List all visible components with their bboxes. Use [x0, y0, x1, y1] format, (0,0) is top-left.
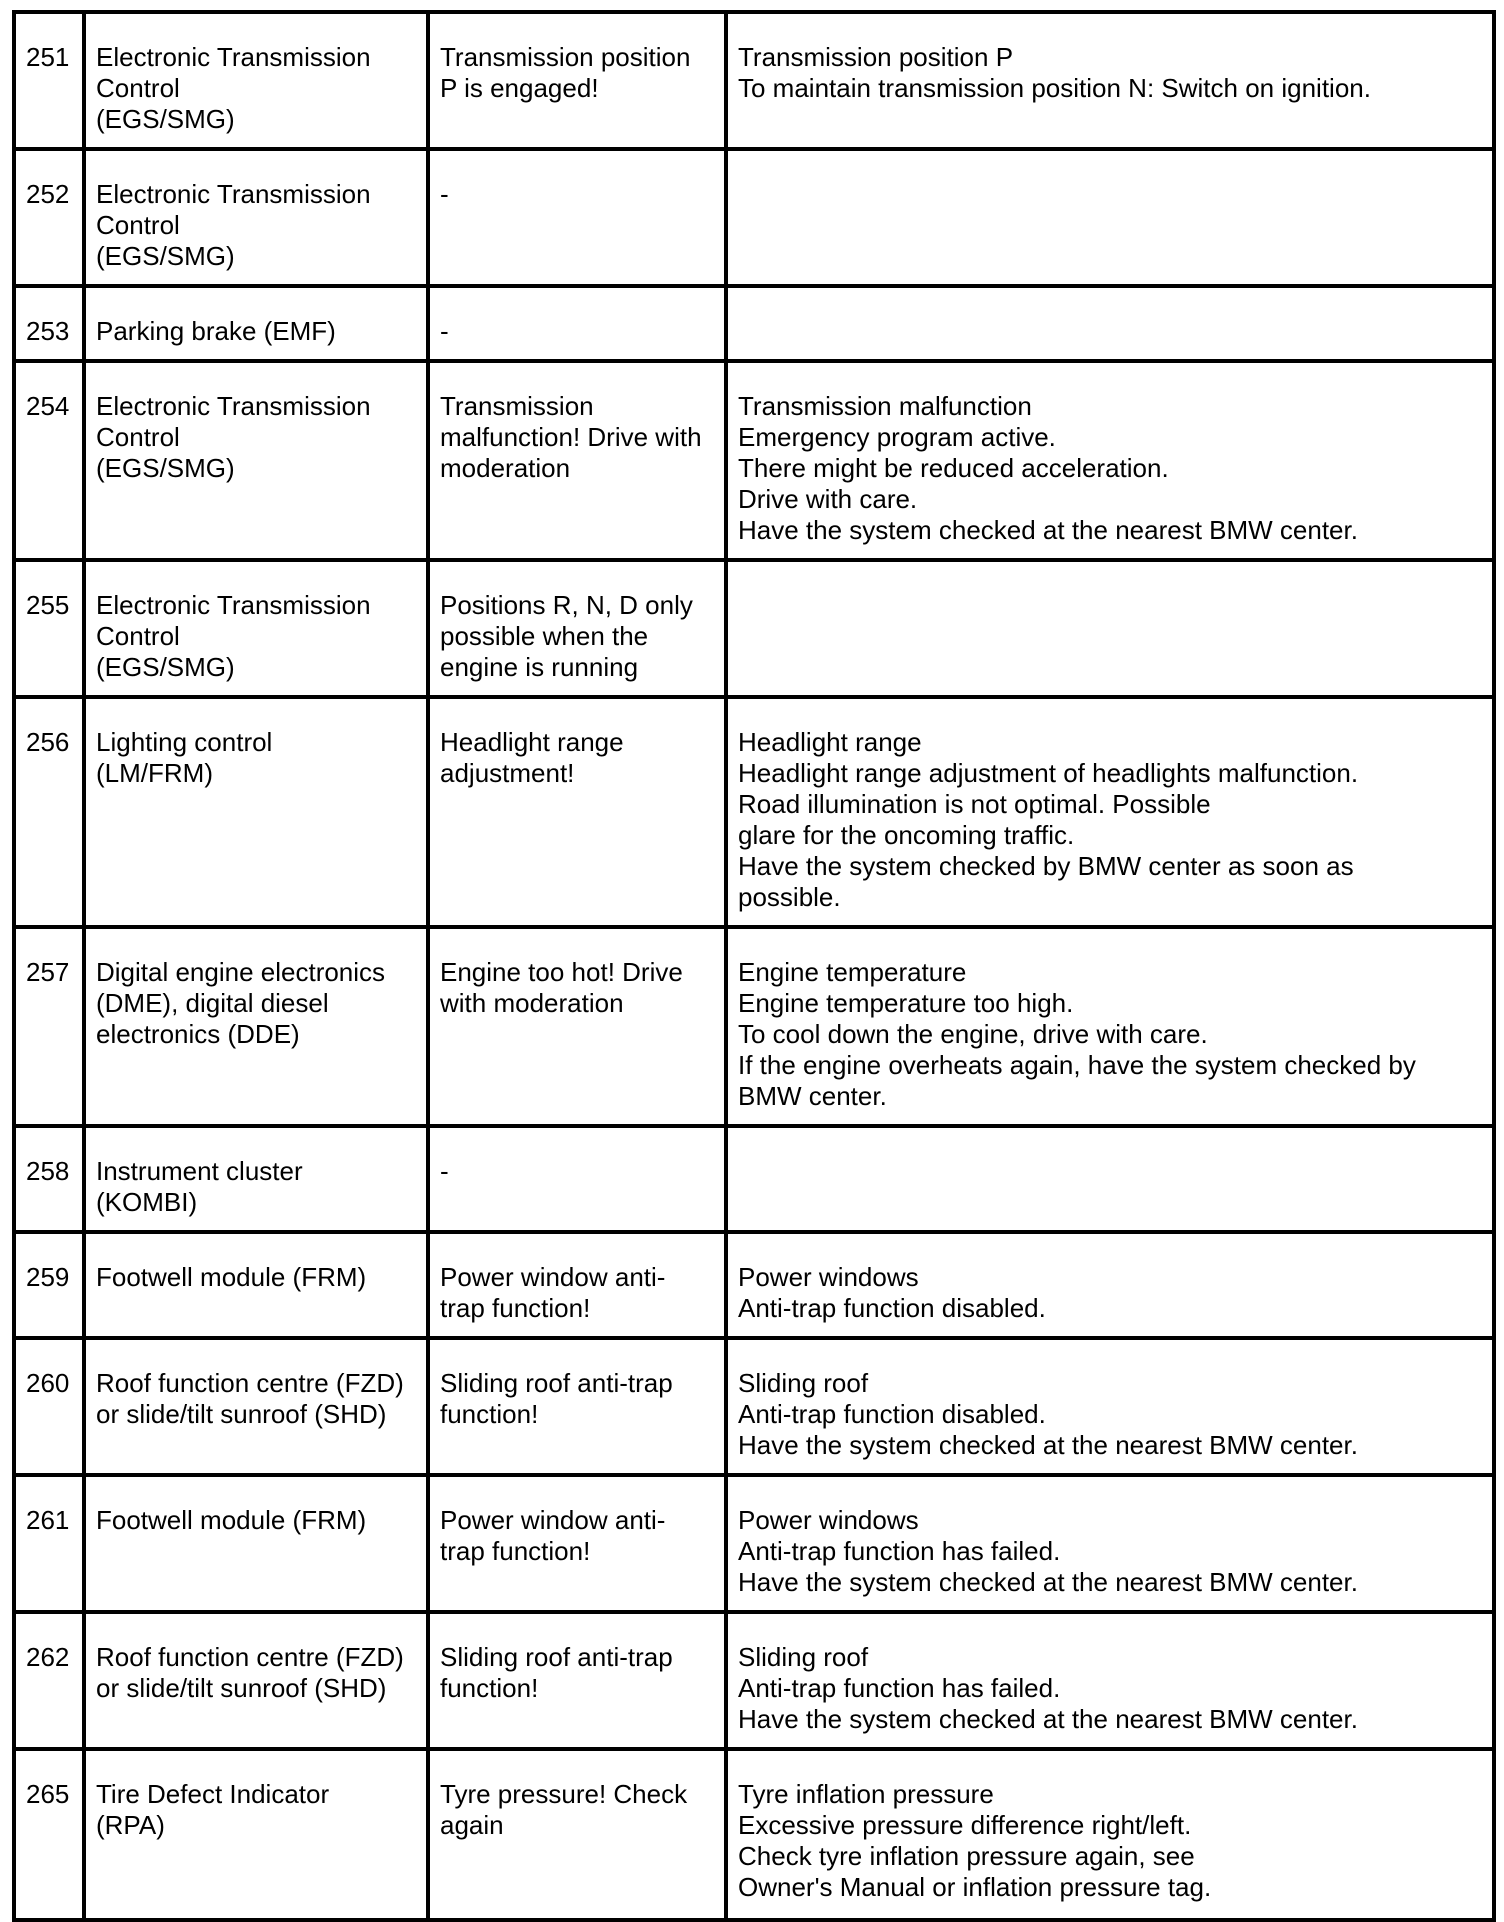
table-row: [14, 149, 1494, 286]
control-unit: Instrument cluster (KOMBI): [84, 1126, 428, 1232]
table-row: [14, 286, 1494, 361]
control-unit: Parking brake (EMF): [84, 286, 428, 361]
row-number: 255: [14, 560, 84, 697]
row-number: 251: [14, 12, 84, 149]
message-description: [726, 149, 1494, 286]
message-description: [726, 286, 1494, 361]
message-description: Headlight range Headlight range adjustment of headlights malfunction. Road illumination is not optimal. Possible glare for the oncoming traffic. Have the system checked by BMW center as soon as possible.: [726, 697, 1494, 927]
display-message: -: [428, 1126, 726, 1232]
row-number: 253: [14, 286, 84, 361]
display-message: Transmission position P is engaged!: [428, 12, 726, 149]
display-message: -: [428, 149, 726, 286]
row-number: 254: [14, 361, 84, 560]
control-unit: Electronic Transmission Control (EGS/SMG): [84, 361, 428, 560]
control-unit: Electronic Transmission Control (EGS/SMG): [84, 149, 428, 286]
display-message: Power window anti- trap function!: [428, 1475, 726, 1612]
row-number: 262: [14, 1612, 84, 1749]
message-description: Power windows Anti-trap function disabled.: [726, 1232, 1494, 1338]
table-body: [14, 12, 1494, 1920]
message-description: Transmission malfunction Emergency program active. There might be reduced acceleration. Drive with care. Have the system checked at the nearest BMW center.: [726, 361, 1494, 560]
control-unit: Roof function centre (FZD) or slide/tilt sunroof (SHD): [84, 1338, 428, 1475]
table-row: [14, 927, 1494, 1126]
message-description: Sliding roof Anti-trap function disabled. Have the system checked at the nearest BMW center.: [726, 1338, 1494, 1475]
display-message: Transmission malfunction! Drive with moderation: [428, 361, 726, 560]
table-row: [14, 697, 1494, 927]
display-message: Headlight range adjustment!: [428, 697, 726, 927]
table-row: [14, 1338, 1494, 1475]
control-unit: Footwell module (FRM): [84, 1475, 428, 1612]
display-message: Sliding roof anti-trap function!: [428, 1338, 726, 1475]
display-message: Engine too hot! Drive with moderation: [428, 927, 726, 1126]
control-unit: Digital engine electronics (DME), digital diesel electronics (DDE): [84, 927, 428, 1126]
control-unit: Electronic Transmission Control (EGS/SMG): [84, 12, 428, 149]
table-row: [14, 1749, 1494, 1920]
row-number: 256: [14, 697, 84, 927]
message-description: Sliding roof Anti-trap function has failed. Have the system checked at the nearest BMW center.: [726, 1612, 1494, 1749]
table-row: [14, 1475, 1494, 1612]
display-message: -: [428, 286, 726, 361]
message-description: Transmission position P To maintain transmission position N: Switch on ignition.: [726, 12, 1494, 149]
row-number: 258: [14, 1126, 84, 1232]
control-unit: Tire Defect Indicator (RPA): [84, 1749, 428, 1920]
row-number: 257: [14, 927, 84, 1126]
control-unit: Lighting control (LM/FRM): [84, 697, 428, 927]
check-control-table: [12, 10, 1496, 1922]
message-description: Engine temperature Engine temperature too high. To cool down the engine, drive with care. If the engine overheats again, have the system checked by BMW center.: [726, 927, 1494, 1126]
table-row: [14, 1232, 1494, 1338]
display-message: Tyre pressure! Check again: [428, 1749, 726, 1920]
row-number: 252: [14, 149, 84, 286]
control-unit: Electronic Transmission Control (EGS/SMG): [84, 560, 428, 697]
row-number: 259: [14, 1232, 84, 1338]
control-unit: Footwell module (FRM): [84, 1232, 428, 1338]
table-row: [14, 1126, 1494, 1232]
message-description: Tyre inflation pressure Excessive pressure difference right/left. Check tyre inflation pressure again, see Owner's Manual or inflation pressure tag.: [726, 1749, 1494, 1920]
control-unit: Roof function centre (FZD) or slide/tilt sunroof (SHD): [84, 1612, 428, 1749]
display-message: Power window anti- trap function!: [428, 1232, 726, 1338]
display-message: Sliding roof anti-trap function!: [428, 1612, 726, 1749]
table-row: [14, 361, 1494, 560]
table-row: [14, 1612, 1494, 1749]
row-number: 260: [14, 1338, 84, 1475]
display-message: Positions R, N, D only possible when the engine is running: [428, 560, 726, 697]
message-description: Power windows Anti-trap function has failed. Have the system checked at the nearest BMW center.: [726, 1475, 1494, 1612]
row-number: 265: [14, 1749, 84, 1920]
message-description: [726, 1126, 1494, 1232]
row-number: 261: [14, 1475, 84, 1612]
table-row: [14, 560, 1494, 697]
message-description: [726, 560, 1494, 697]
table-row: [14, 12, 1494, 149]
